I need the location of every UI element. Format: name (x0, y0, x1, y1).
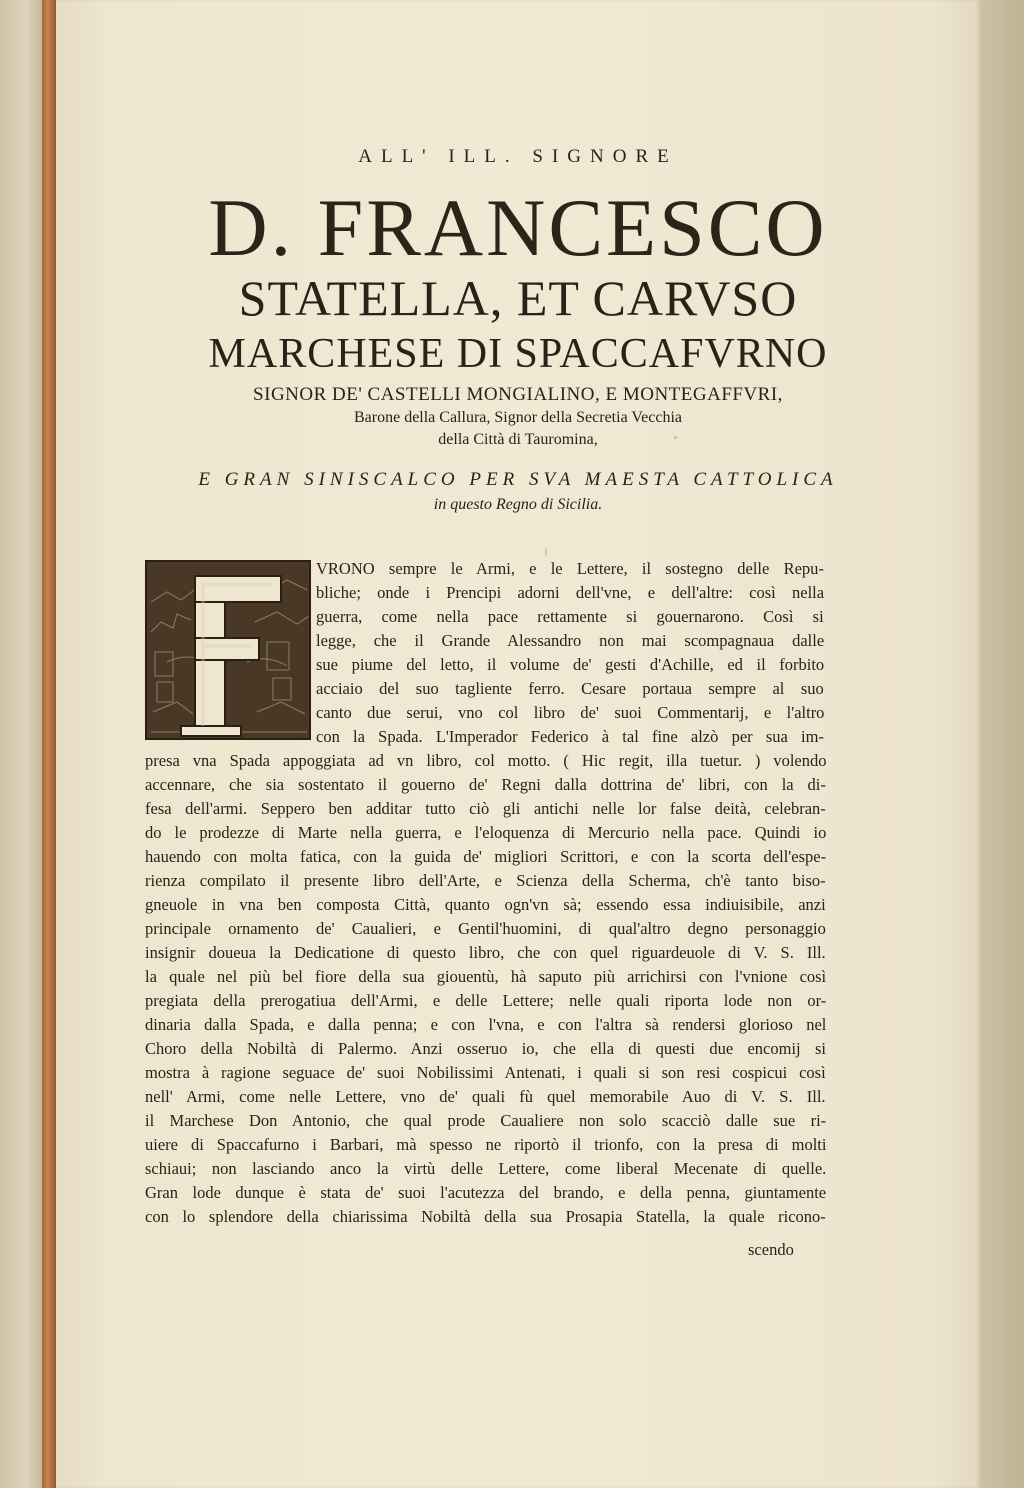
body-line: il Marchese Don Antonio, che qual prode Caualiere non solo scacciò dalle sue ri- (145, 1111, 827, 1130)
facing-page-edge (0, 0, 44, 1488)
body-line: principale ornamento de' Caualieri, e Gentil'huomini, di qual'altro degno personaggio (145, 919, 826, 938)
body-line: Gran lode dunque è stata de' suoi l'acutezza del brando, e della penna, giuntamente (145, 1183, 827, 1202)
body-line: con lo splendore della chiarissima Nobiltà della sua Prosapia Statella, la quale ricono- (145, 1207, 826, 1226)
body-line: mostra à ragione seguace de' suoi Nobilissimi Antenati, i quali si son resi cospicui così (145, 1063, 826, 1082)
body-line: guerra, come nella pace rettamente si gouernarono. Così si (316, 607, 824, 626)
catchword: scendo (748, 1240, 794, 1259)
body-line: hauendo con molta fatica, con la guida de' migliori Scrittori, e con la scorta dell'espe- (145, 847, 827, 866)
body-line: gneuole in vna ben composta Città, quanto ogn'vn sà; essendo essa indiuisibile, anzi (145, 895, 826, 914)
body-line: con la Spada. L'Imperador Federico à tal fine alzò per sua im- (316, 727, 824, 746)
dedication-addressee: ALL' ILL. SIGNORE (358, 146, 678, 167)
dedicatee-barony: Barone della Callura, Signor della Secretia Vecchia (353, 409, 683, 426)
body-line: pregiata della prerogatiua dell'Armi, e delle Lettere; nelle quali riporta lode non or- (145, 991, 827, 1010)
dedicatee-title: MARCHESE DI SPACCAFVRNO (208, 331, 828, 377)
dedicatee-name: D. FRANCESCO (208, 182, 828, 273)
body-line: la quale nel più bel fiore della sua giouentù, hà saputo più arrichirsi con l'vnione così (145, 967, 827, 986)
body-line: canto due serui, vno col libro de' suoi Commentarij, e l'altro (316, 703, 825, 722)
body-line: dinaria dalla Spada, e dalla penna; e con l'vna, e con l'altra sà rendersi glorioso nel (145, 1015, 827, 1034)
body-line: accennare, che sia sostentato il gouerno de' Regni dalla dottrina de' libri, con la di- (145, 775, 826, 794)
dedicatee-city: della Città di Tauromina, (438, 431, 598, 448)
dedicatee-kingdom: in questo Regno di Sicilia. (433, 496, 603, 513)
body-line: VRONO sempre le Armi, e le Lettere, il sostegno delle Repu- (316, 559, 824, 578)
dedicatee-surname: STATELLA, ET CARVSO (238, 270, 798, 326)
body-line: legge, che il Grande Alessandro non mai scompagnaua dalle (316, 631, 825, 650)
dedicatee-seneschal: E GRAN SINISCALCO PER SVA MAESTA CATTOLICA (198, 469, 838, 490)
drop-cap-illustration (145, 560, 311, 740)
body-line: bliche; onde i Prencipi adorni dell'vne, e dell'altre: così nella (316, 583, 825, 602)
body-line: rienza compilato il presente libro dell'Arte, e Scienza della Scherma, ch'è tanto biso- (145, 871, 826, 890)
body-line: nell' Armi, come nelle Lettere, vno de' quali fù quel memorabile Auo di V. S. Ill. (145, 1087, 826, 1106)
body-line: fesa dell'armi. Seppero ben additar tutto ciò gli antichi nelle lor false deità, celebran- (145, 799, 826, 818)
paper-speck (674, 436, 677, 439)
book-spine (42, 0, 56, 1488)
dedicatee-lordships: SIGNOR DE' CASTELLI MONGIALINO, E MONTEGAFFVRI, (253, 384, 783, 405)
body-line: sue piume del letto, il volume de' gesti d'Achille, ed il forbito (316, 655, 825, 674)
body-line: acciaio del suo tagliente ferro. Cesare portaua sempre al suo (316, 679, 824, 698)
body-line: uiere di Spaccafurno i Barbari, mà spesso ne riportò il trionfo, con la presa di molti (145, 1135, 827, 1154)
body-line: insignir doueua la Dedicatione di questo libro, che con quel riguardeuole di V. S. Ill. (145, 943, 826, 962)
body-line: presa vna Spada appoggiata ad vn libro, col motto. ( Hic regit, illa tuetur. ) volendo (145, 751, 827, 770)
page-edge-shadow (980, 0, 1024, 1488)
body-line: schiaui; non lasciando anco la virtù delle Lettere, come liberal Mecenate di quelle. (145, 1159, 827, 1178)
body-line: Choro della Nobiltà di Palermo. Anzi osseruo io, che ella di questi due encomij si (145, 1039, 826, 1058)
body-line: do le prodezze di Marte nella guerra, e l'eloquenza di Mercurio nella pace. Quindi io (145, 823, 827, 842)
paper-speck (545, 548, 547, 556)
